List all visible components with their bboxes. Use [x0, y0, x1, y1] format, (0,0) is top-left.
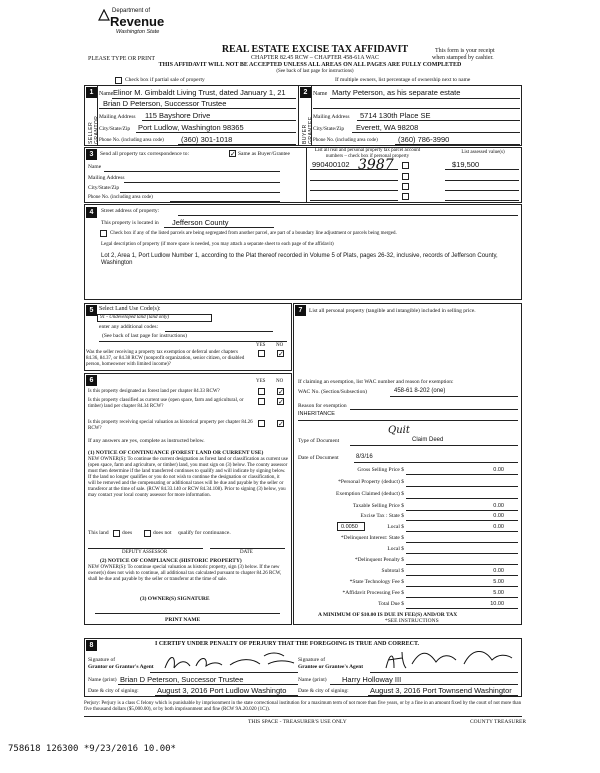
located-in-county[interactable]: Jefferson County: [172, 218, 229, 227]
form-warning: THIS AFFIDAVIT WILL NOT BE ACCEPTED UNLESS ALL AREAS ON ALL PAGES ARE FULLY COMPLETED: [158, 62, 462, 68]
buyer-name-label: Name: [313, 91, 328, 97]
perjury-notice: Perjury: Perjury is a class C felony which is punishable by imprisonment in the state correctional institution for a maximum term of not more than five years, or by a fine in an amount fixed by the court of not more than five thousand dollars ($5,000.00), or by both imprisonment and fine (RCW 9A.20.020 (1C)).: [84, 701, 522, 712]
gross-value[interactable]: 0.00: [493, 467, 504, 473]
grantee-date-label: Date & city of signing:: [298, 688, 349, 694]
seller-name[interactable]: Elinor M. Gimbaldt Living Trust, dated January 1, 21: [113, 89, 286, 97]
located-in-label: This property is located in: [101, 220, 159, 226]
buyer-side-label: BUYER GRANTEE: [302, 116, 314, 144]
segregated-label: Check box if any of the listed parcels are being segregated from another parcel, are part of a boundary line adjustment or parcels being merged.: [110, 231, 397, 236]
buyer-phone[interactable]: (360) 786-3990: [398, 135, 450, 144]
land-does-checkbox[interactable]: [113, 530, 120, 537]
notice-continuance-title: (1) NOTICE OF CONTINUANCE (FOREST LAND OR CURRENT USE): [88, 450, 264, 456]
grantee-sig-label-1: Signature of: [298, 657, 326, 663]
penalty-label: *Delinquent Penalty $: [354, 557, 404, 563]
grantor-date[interactable]: August 3, 2016 Port Ludlow Washingto: [157, 687, 287, 695]
deputy-date-label: DATE: [240, 550, 253, 555]
processing-fee-label: *Affidavit Processing Fee $: [342, 590, 404, 596]
exemption-yes-checkbox[interactable]: [258, 350, 265, 357]
local-value[interactable]: 0.00: [493, 524, 504, 530]
s3-city-label: City/State/Zip: [88, 185, 120, 191]
qualify-label: qualify for continuance.: [178, 530, 231, 536]
this-land-label: This land: [88, 530, 109, 536]
exemption-no-checkbox[interactable]: ✓: [278, 350, 284, 358]
revenue-logo-icon: [98, 9, 110, 21]
s5-no-label: NO: [276, 343, 284, 348]
interest-local-label: Local $: [387, 546, 404, 552]
grantee-name[interactable]: Harry Holloway III: [342, 675, 402, 684]
section-5-number: 5: [86, 305, 97, 316]
partial-sale-label: Check box if partial sale of property: [125, 77, 205, 83]
legal-description-label: Legal description of property (if more space is needed, you may attach a separate sheet to each page of the affidavit): [101, 242, 334, 247]
current-use-yes-checkbox[interactable]: [258, 398, 265, 405]
assessed-header: List assessed value(s): [461, 150, 505, 155]
excise-state-label: Excise Tax : State $: [360, 513, 404, 519]
section-7: [293, 303, 522, 625]
seller-city[interactable]: Port Ludlow, Washington 98365: [138, 123, 244, 132]
dept-main: Revenue: [110, 14, 165, 29]
cashier-stamp: 758618 126300 *9/23/2016 10.00*: [8, 744, 176, 754]
section-4: [84, 204, 522, 300]
historic-no-checkbox[interactable]: ✓: [278, 420, 284, 428]
seller-mailing-label: Mailing Address: [99, 114, 136, 120]
if-yes-instruction: If any answers are yes, complete as instructed below.: [88, 438, 205, 444]
doc-type-handwritten: Quit: [388, 425, 410, 436]
dept-sub: Washington State: [116, 29, 160, 35]
parcel-header: List all real and personal property tax parcel account numbers – check box if personal property: [314, 148, 421, 159]
grantor-signature: [160, 650, 300, 672]
buyer-city-label: City/State/Zip: [313, 126, 345, 132]
personal-property-checkbox-4[interactable]: [402, 193, 409, 200]
seller-name-2[interactable]: Brian D Peterson, Successor Trustee: [103, 99, 227, 108]
land-does-not-checkbox[interactable]: [144, 530, 151, 537]
buyer-phone-label: Phone No. (including area code): [313, 138, 378, 143]
s3-name-label: Name: [88, 164, 102, 170]
assessed-value[interactable]: $19,500: [452, 160, 480, 169]
parcel-number[interactable]: 990400102: [312, 160, 350, 169]
see-instructions: *SEE INSTRUCTIONS: [385, 618, 439, 624]
forest-yes-checkbox[interactable]: [258, 388, 265, 395]
grantee-sig-label-2: Grantee or Grantee's Agent: [298, 664, 364, 670]
doc-date-label: Date of Document: [298, 455, 339, 461]
additional-codes-label: enter any additional codes:: [99, 324, 159, 330]
section-4-number: 4: [86, 207, 97, 218]
wac-label: WAC No. (Section/Subsection): [298, 389, 367, 395]
personal-property-checkbox-3[interactable]: [402, 183, 409, 190]
excise-state-value[interactable]: 0.00: [493, 513, 504, 519]
grantor-name[interactable]: Brian D Peterson, Successor Trustee: [120, 675, 244, 684]
type-or-print: PLEASE TYPE OR PRINT: [88, 56, 156, 62]
send-correspondence-label: Send all property tax correspondence to:: [100, 151, 190, 157]
historic-yes-checkbox[interactable]: [258, 420, 265, 427]
section-6-number: 6: [86, 375, 97, 386]
notice-continuance-body: NEW OWNER(S): To continue the current designation as forest land or classification as current use (open space, farm and agriculture, or timber) land, you must sign on (3) below. The county assessor must then determine if the land transferred continues to qualify and will indicate by signing below. If the land no longer qualifies or you do not wish to continue the designation or classification, it will be removed and the compensating or additional taxes will be due and payable by the seller or transferor at the time of sale. (RCW 84.33.140 or RCW 84.34.108). Prior to signing (3) below, you may contact your local county assessor for more information.: [88, 457, 288, 498]
grantor-date-label: Date & city of signing:: [88, 688, 139, 694]
forest-no-checkbox[interactable]: ✓: [278, 388, 284, 396]
form-title: REAL ESTATE EXCISE TAX AFFIDAVIT: [221, 44, 409, 55]
total-due-label: Total Due $: [378, 601, 404, 607]
tech-fee-label: *State Technology Fee $: [349, 579, 404, 585]
personal-property-list-label: List all personal property (tangible and intangible) included in selling price.: [309, 308, 476, 314]
grantee-signature: [380, 646, 520, 672]
land-does-label: does: [122, 530, 133, 536]
certify-statement: I CERTIFY UNDER PENALTY OF PERJURY THAT THE FOREGOING IS TRUE AND CORRECT.: [155, 641, 420, 647]
forest-land-question: Is this property designated as forest land per chapter 84.33 RCW?: [88, 389, 220, 394]
exemption-deduct-label: Exemption Claimed (deduct) $: [336, 491, 404, 497]
section5-see-back: (See back of last page for instructions): [102, 333, 187, 339]
buyer-name[interactable]: Marty Peterson, as his separate estate: [332, 88, 461, 97]
grantor-name-label: Name (print): [88, 677, 117, 683]
deputy-assessor-label: DEPUTY ASSESSOR: [122, 550, 168, 555]
personal-property-checkbox-1[interactable]: [402, 162, 409, 169]
seller-side-label: SELLER GRANTOR: [88, 115, 100, 144]
treasurer-use-only: THIS SPACE - TREASURER'S USE ONLY: [248, 719, 347, 725]
taxable-label: Taxable Selling Price $: [352, 503, 404, 509]
section-2-number: 2: [300, 87, 311, 98]
buyer-mailing[interactable]: 5714 130th Place SE: [360, 111, 431, 120]
partial-sale-checkbox[interactable]: [115, 77, 122, 84]
dept-top: Department of: [112, 8, 151, 14]
s6-yes-label: YES: [256, 379, 266, 384]
processing-fee-value[interactable]: 5.00: [493, 590, 504, 596]
section-1-number: 1: [86, 87, 97, 98]
seller-mailing[interactable]: 115 Bayshore Drive: [145, 111, 211, 120]
local-rate-value: 0.0050: [341, 524, 358, 530]
doc-type-label: Type of Document: [298, 438, 340, 444]
doc-type-value[interactable]: Claim Deed: [412, 437, 444, 443]
buyer-mailing-label: Mailing Address: [313, 114, 350, 120]
taxable-value[interactable]: 0.00: [493, 503, 504, 509]
total-due-value[interactable]: 10.00: [490, 601, 504, 607]
same-as-buyer-checkbox[interactable]: ✓: [230, 150, 236, 158]
wac-value[interactable]: 458-61 8-202 (one): [394, 388, 446, 394]
multiple-owners-note: If multiple owners, list percentage of ownership next to name: [335, 77, 471, 83]
grantor-sig-label-2: Grantor or Grantor's Agent: [88, 664, 154, 670]
section-6: [84, 373, 292, 625]
grantee-name-label: Name (print): [298, 677, 327, 683]
section-3-number: 3: [86, 149, 97, 160]
s3-mailing-label: Mailing Address: [88, 175, 125, 181]
land-use-code-value: 91 - Undeveloped land (land only): [100, 315, 170, 320]
s3-phone-label: Phone No. (including area code): [88, 195, 153, 200]
s6-no-label: NO: [276, 379, 284, 384]
minimum-due-note: A MINIMUM OF $10.00 IS DUE IN FEE(S) AND/OR TAX: [318, 612, 458, 618]
revenue-logo: [96, 6, 166, 50]
land-does-not-label: does not: [153, 530, 172, 536]
street-address-label: Street address of property:: [101, 208, 160, 214]
seller-phone[interactable]: (360) 301-1018: [181, 135, 233, 144]
section-8-number: 8: [86, 640, 97, 651]
print-name-label: PRINT NAME: [165, 617, 201, 623]
current-use-question: Is this property classified as current use (open space, farm and agricultural, or timber) land per chapter 84.34 RCW?: [88, 398, 244, 409]
buyer-city[interactable]: Everett, WA 98208: [356, 123, 419, 132]
local-label: Local $: [387, 524, 404, 530]
reason-value[interactable]: INHERITANCE: [298, 411, 335, 417]
same-as-buyer-label: Same as Buyer/Grantee: [238, 151, 290, 157]
exemption-claim-label: If claiming an exemption, list WAC number and reason for exemption:: [298, 379, 454, 385]
form-chapter: CHAPTER 82.45 RCW – CHAPTER 458-61A WAC: [251, 55, 379, 61]
gross-label: Gross Selling Price $: [357, 467, 404, 473]
land-use-code-field[interactable]: [97, 314, 212, 322]
seller-phone-label: Phone No. (including area code): [99, 138, 164, 143]
notice-compliance-title: (2) NOTICE OF COMPLIANCE (HISTORIC PROPERTY): [100, 558, 242, 564]
grantor-sig-label-1: Signature of: [88, 657, 116, 663]
receipt-note-2: when stamped by cashier.: [432, 55, 494, 61]
section-7-number: 7: [295, 305, 306, 316]
select-land-use-label: Select Land Use Code(s):: [99, 306, 161, 312]
personal-property-checkbox-2[interactable]: [402, 173, 409, 180]
s5-yes-label: YES: [256, 343, 266, 348]
notice-compliance-body: NEW OWNER(S): To continue special valuation as historic property, sign (3) below. If the new owner(s) does not wish to continue, all additional tax calculated pursuant to chapter 84.26 RCW, shall be due and payable by the seller or transferor at the time of sale.: [88, 565, 282, 582]
local-rate-box[interactable]: [337, 522, 365, 531]
seller-city-label: City/State/Zip: [99, 126, 131, 132]
subtotal-value[interactable]: 0.00: [493, 568, 504, 574]
historic-question: Is this property receiving special valuation as historical property per chapter 84.26 RCW?: [88, 420, 253, 431]
interest-state-label: *Delinquent Interest: State $: [340, 535, 404, 541]
exemption-question: Was the seller receiving a property tax exemption or deferral under chapters 84.36, 84.37, or 84.38 RCW (nonprofit organization, senior citizen, or disabled person, homeowner with limited income)?: [86, 350, 245, 367]
parcel-handwritten: 3987: [358, 157, 394, 173]
personal-deduct-label: *Personal Property (deduct) $: [338, 479, 404, 485]
reason-label: Reason for exemption: [298, 403, 347, 409]
grantee-date[interactable]: August 3, 2016 Port Townsend Washingtor: [370, 687, 512, 695]
subtotal-label: Subtotal $: [381, 568, 404, 574]
doc-date-value[interactable]: 8/3/16: [356, 454, 373, 460]
tech-fee-value[interactable]: 5.00: [493, 579, 504, 585]
seller-name-label: Name: [99, 91, 114, 97]
county-treasurer-label: COUNTY TREASURER: [470, 719, 527, 725]
form-see-back: (See back of last page for instructions): [276, 69, 354, 74]
legal-description[interactable]: Lot 2, Area 1, Port Ludlow Number 1, according to the Plat thereof recorded in Volume 5 of Plats, pages 26-32, inclusive, records of Jefferson County, Washington: [101, 253, 498, 266]
owner-signature-label: (3) OWNER(S) SIGNATURE: [140, 596, 210, 602]
segregated-checkbox[interactable]: [100, 230, 107, 237]
receipt-note: This form is your receipt: [435, 48, 495, 54]
current-use-no-checkbox[interactable]: ✓: [278, 398, 284, 406]
